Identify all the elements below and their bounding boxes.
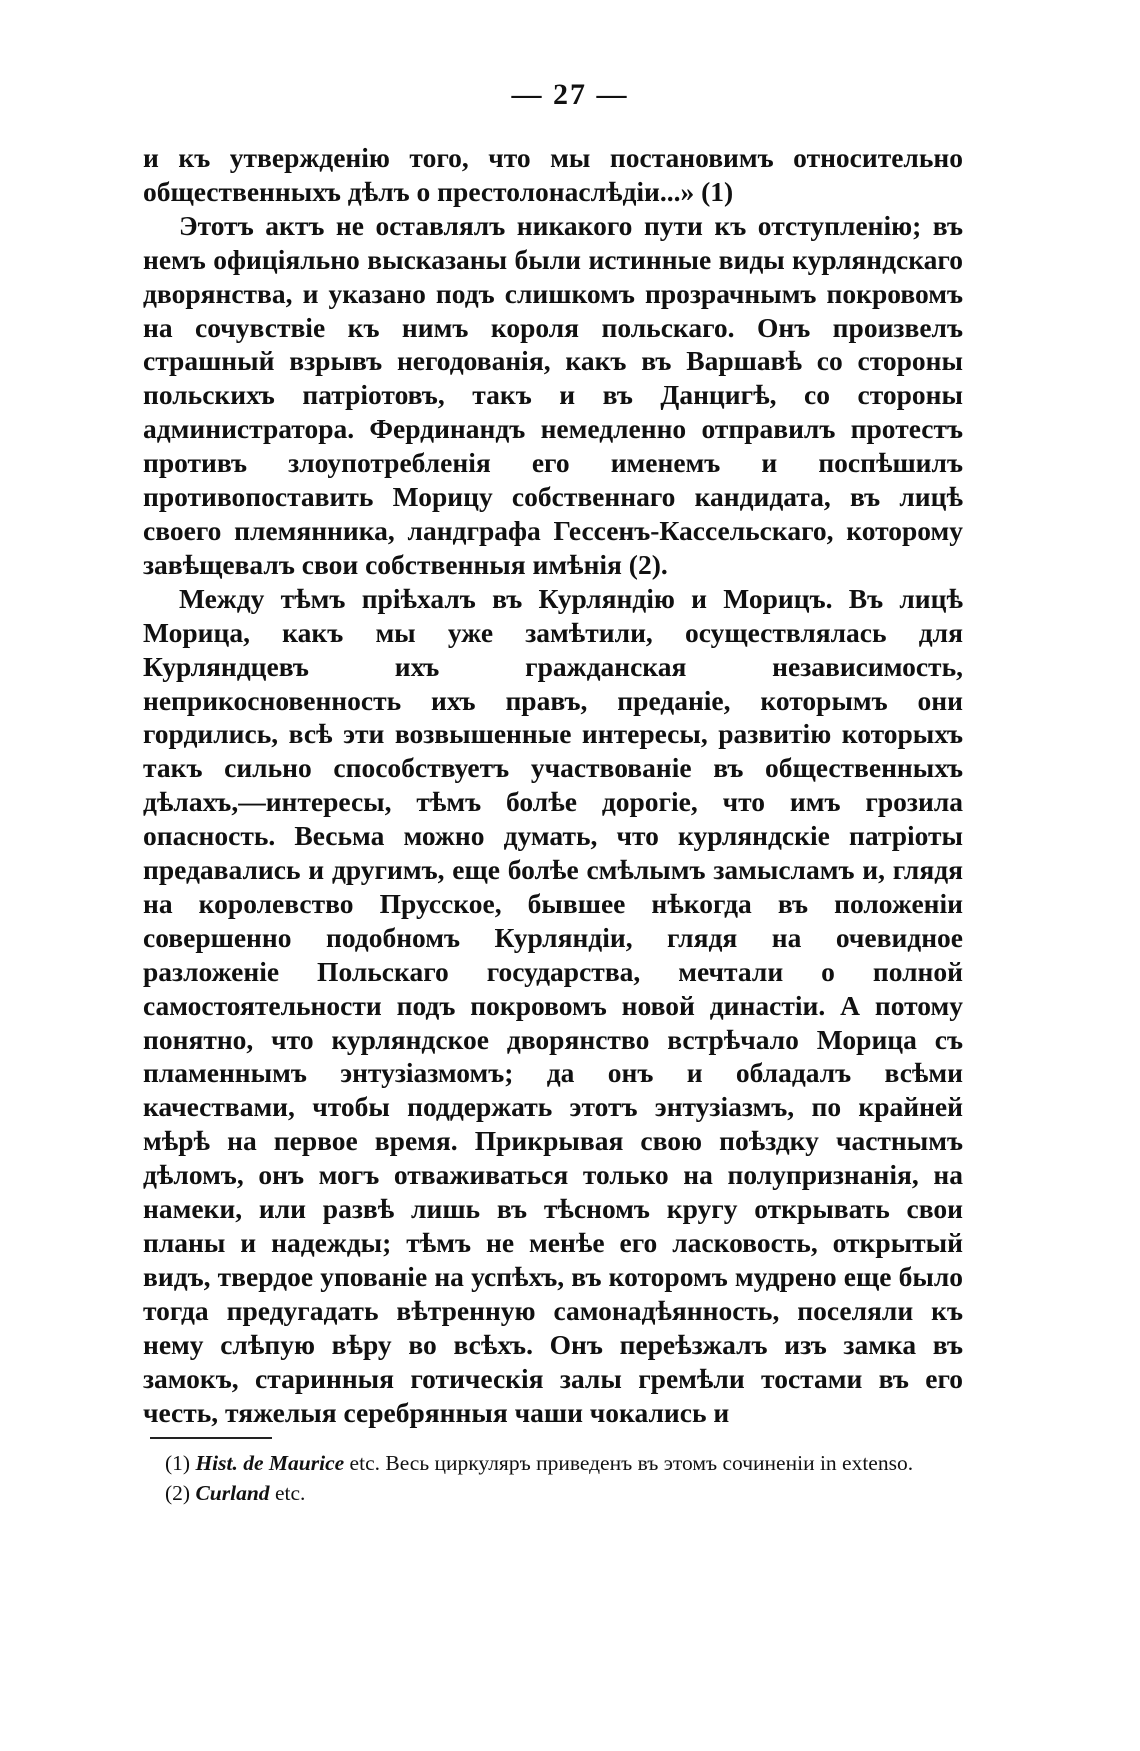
- page-number: — 27 —: [511, 78, 629, 111]
- paragraph-act: Этотъ актъ не оставлялъ никакого пути къ отступленію; въ немъ офиціяльно высказаны были истинные виды курляндскаго дворянства, и указано подъ слишкомъ прозрачнымъ покровомъ на сочувствіе къ нимъ короля польскаго. Онъ произвелъ страшный взрывъ негодованія, какъ въ Варшавѣ со стороны польскихъ патріотовъ, такъ и въ Данцигѣ, со стороны администратора. Фердинандъ немедленно отправилъ протестъ противъ злоупотребленія его именемъ и поспѣшилъ противопоставить Морицу собственнаго кандидата, въ лицѣ своего племянника, ландграфа Гессенъ-Кассельскаго, которому завѣщевалъ свои собственныя имѣнія (2).: [143, 209, 963, 580]
- paragraph-continuation: и къ утвержденію того, что мы постановимъ относительно общественныхъ дѣлъ о престолонаслѣдіи...» (1): [143, 142, 963, 207]
- main-text: [143, 141, 963, 1429]
- paragraph-moritz: Между тѣмъ пріѣхалъ въ Курляндію и Морицъ. Въ лицѣ Морица, какъ мы уже замѣтили, осуществлялась для Курляндцевъ ихъ гражданская независимость, неприкосновенность ихъ правъ, преданіе, которымъ они гордились, всѣ эти возвышенные интересы, развитію которыхъ такъ сильно способствуетъ участвованіе въ общественныхъ дѣлахъ,—интересы, тѣмъ болѣе дорогіе, что имъ грозила опасность. Весьма можно думать, что курляндскіе патріоты предавались и другимъ, еще болѣе смѣлымъ замысламъ и, глядя на королевство Прусское, бывшее нѣкогда въ положеніи совершенно подобномъ Курляндіи, глядя на очевидное разложеніе Польскаго государства, мечтали о полной самостоятельности подъ покровомъ новой династіи. А потому понятно, что курляндское дворянство встрѣчало Морица съ пламеннымъ энтузіазмомъ; да онъ и обладалъ всѣми качествами, чтобы поддержать этотъ энтузіазмъ, по крайней мѣрѣ на первое время. Прикрывая свою поѣздку частнымъ дѣломъ, онъ могъ отваживаться только на полупризнанія, на намеки, или развѣ лишь въ тѣсномъ кругу открывать свои планы и надежды; тѣмъ не менѣе его ласковость, открытый видъ, твердое упованіе на успѣхъ, въ которомъ мудрено еще было тогда предугадать вѣтренную самонадѣянность, поселяли къ нему слѣпую вѣру во всѣхъ. Онъ переѣзжалъ изъ замка въ замокъ, старинныя готическія залы гремѣли тостами въ его честь, тяжелыя серебрянныя чаши чокались и: [143, 582, 963, 1428]
- footnote-2-marker: (2): [165, 1481, 191, 1505]
- footnote-1: [143, 1450, 963, 1477]
- footnotes: [143, 1450, 963, 1510]
- footnote-divider: [150, 1437, 272, 1439]
- footnote-1-title: Hist. de Maurice: [195, 1451, 345, 1475]
- footnote-1-text: etc. Весь циркуляръ приведенъ въ этомъ сочиненіи in extenso.: [344, 1451, 914, 1475]
- footnote-2-title: Curland: [195, 1481, 270, 1505]
- footnote-1-marker: (1): [165, 1451, 191, 1475]
- footnote-2-text: etc.: [269, 1481, 306, 1505]
- footnote-2: [143, 1480, 963, 1507]
